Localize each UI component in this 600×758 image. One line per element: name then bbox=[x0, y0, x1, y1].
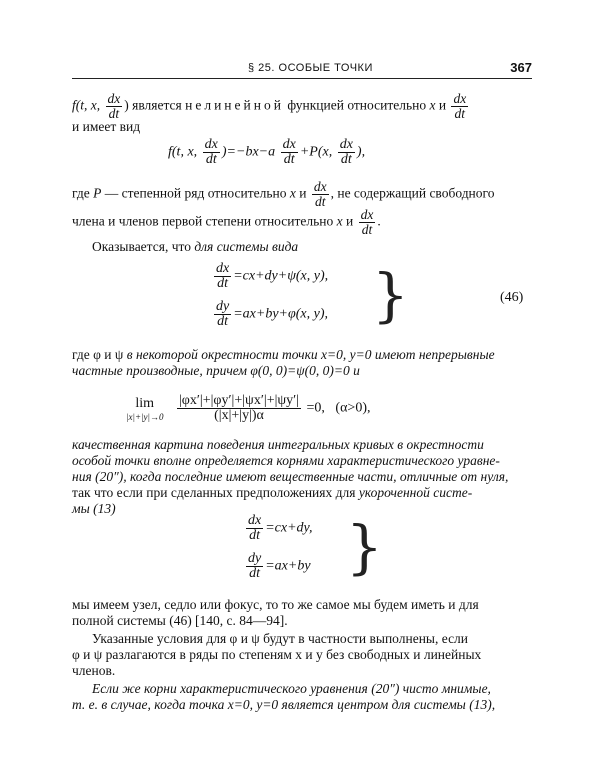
text-line-11: так что если при сделанных предположениях для укороченной систе- bbox=[72, 485, 473, 500]
text-line-15: Указанные условия для φ и ψ будут в частности выполнены, если bbox=[92, 631, 469, 646]
text-line-10: ния (20″), когда последние имеют вещественные части, отличные от нуля, bbox=[72, 469, 509, 484]
text-line-12: мы (13) bbox=[72, 501, 116, 516]
text-line-19: т. е. в случае, когда точка x=0, y=0 является центром для системы (13), bbox=[72, 697, 496, 712]
text-line-1: f(t, x, $\frac{dx}{dt}$ ) является нелинейной функцией относительно x и $\frac{dx}{dt}$ bbox=[72, 91, 467, 121]
system-13-row2: $\frac{dy}{dt}$ =ax+by bbox=[248, 551, 311, 581]
equation-f: f(t, x, $\frac{dx}{dt}$ )=−bx−a $\frac{dx}{dt}$ +P(x, $\frac{dx}{dt}$ ), bbox=[168, 137, 366, 167]
text-line-7: частные производные, причем φ(0, 0)=ψ(0, 0)=0 и bbox=[72, 363, 360, 378]
text-line-5: Оказывается, что для системы вида bbox=[92, 239, 299, 254]
text-line-9: особой точки вполне определяется корнями характеристического уравне- bbox=[72, 453, 500, 468]
equation-number-46: (46) bbox=[500, 290, 524, 305]
text-line-2: и имеет вид bbox=[72, 119, 141, 134]
text-line-6: где φ и ψ в некоторой окрестности точки x=0, y=0 имеют непрерывные bbox=[72, 347, 495, 362]
text-line-14: полной системы (46) [140, с. 84—94]. bbox=[72, 613, 288, 628]
system-13-brace: } bbox=[346, 513, 383, 581]
text-line-17: членов. bbox=[72, 663, 116, 678]
page-number: 367 bbox=[510, 60, 532, 75]
system-46-row1: $\frac{dx}{dt}$ =cx+dy+ψ(x, y), bbox=[216, 261, 329, 291]
header-rule bbox=[72, 78, 532, 79]
text-line-13: мы имеем узел, седло или фокус, то то же самое мы будем иметь и для bbox=[72, 597, 479, 612]
limit-expression: lim |x|+|y|→0 $\frac{|\varphi x'|+|\varphi y'|+|\psi x'|+|\psi y'|}{(|x|+|y|)\alpha}$ =0, (α>0), bbox=[126, 393, 371, 423]
text-line-8: качественная картина поведения интегральных кривых в окрестности bbox=[72, 437, 484, 452]
emphasis-nonlinear: нелинейной bbox=[185, 97, 284, 113]
text-line-16: φ и ψ разлагаются в ряды по степеням x и y без свободных и линейных bbox=[72, 647, 482, 662]
running-title: § 25. ОСОБЫЕ ТОЧКИ bbox=[248, 62, 373, 74]
text-line-3: где P — степенной ряд относительно x и $\frac{dx}{dt}$ , не содержащий свободного bbox=[72, 179, 495, 209]
text-line-18: Если же корни характеристического уравнения (20″) чисто мнимые, bbox=[92, 681, 491, 696]
system-brace: } bbox=[372, 261, 409, 329]
system-13-row1: $\frac{dx}{dt}$ =cx+dy, bbox=[248, 513, 313, 543]
fraction-dx-dt: $\frac{dx}{dt}$ bbox=[107, 91, 121, 121]
page-header bbox=[72, 60, 532, 80]
system-46-row2: $\frac{dy}{dt}$ =ax+by+φ(x, y), bbox=[216, 299, 328, 329]
text-line-4: члена и членов первой степени относительно x и $\frac{dx}{dt}$ . bbox=[72, 207, 381, 237]
